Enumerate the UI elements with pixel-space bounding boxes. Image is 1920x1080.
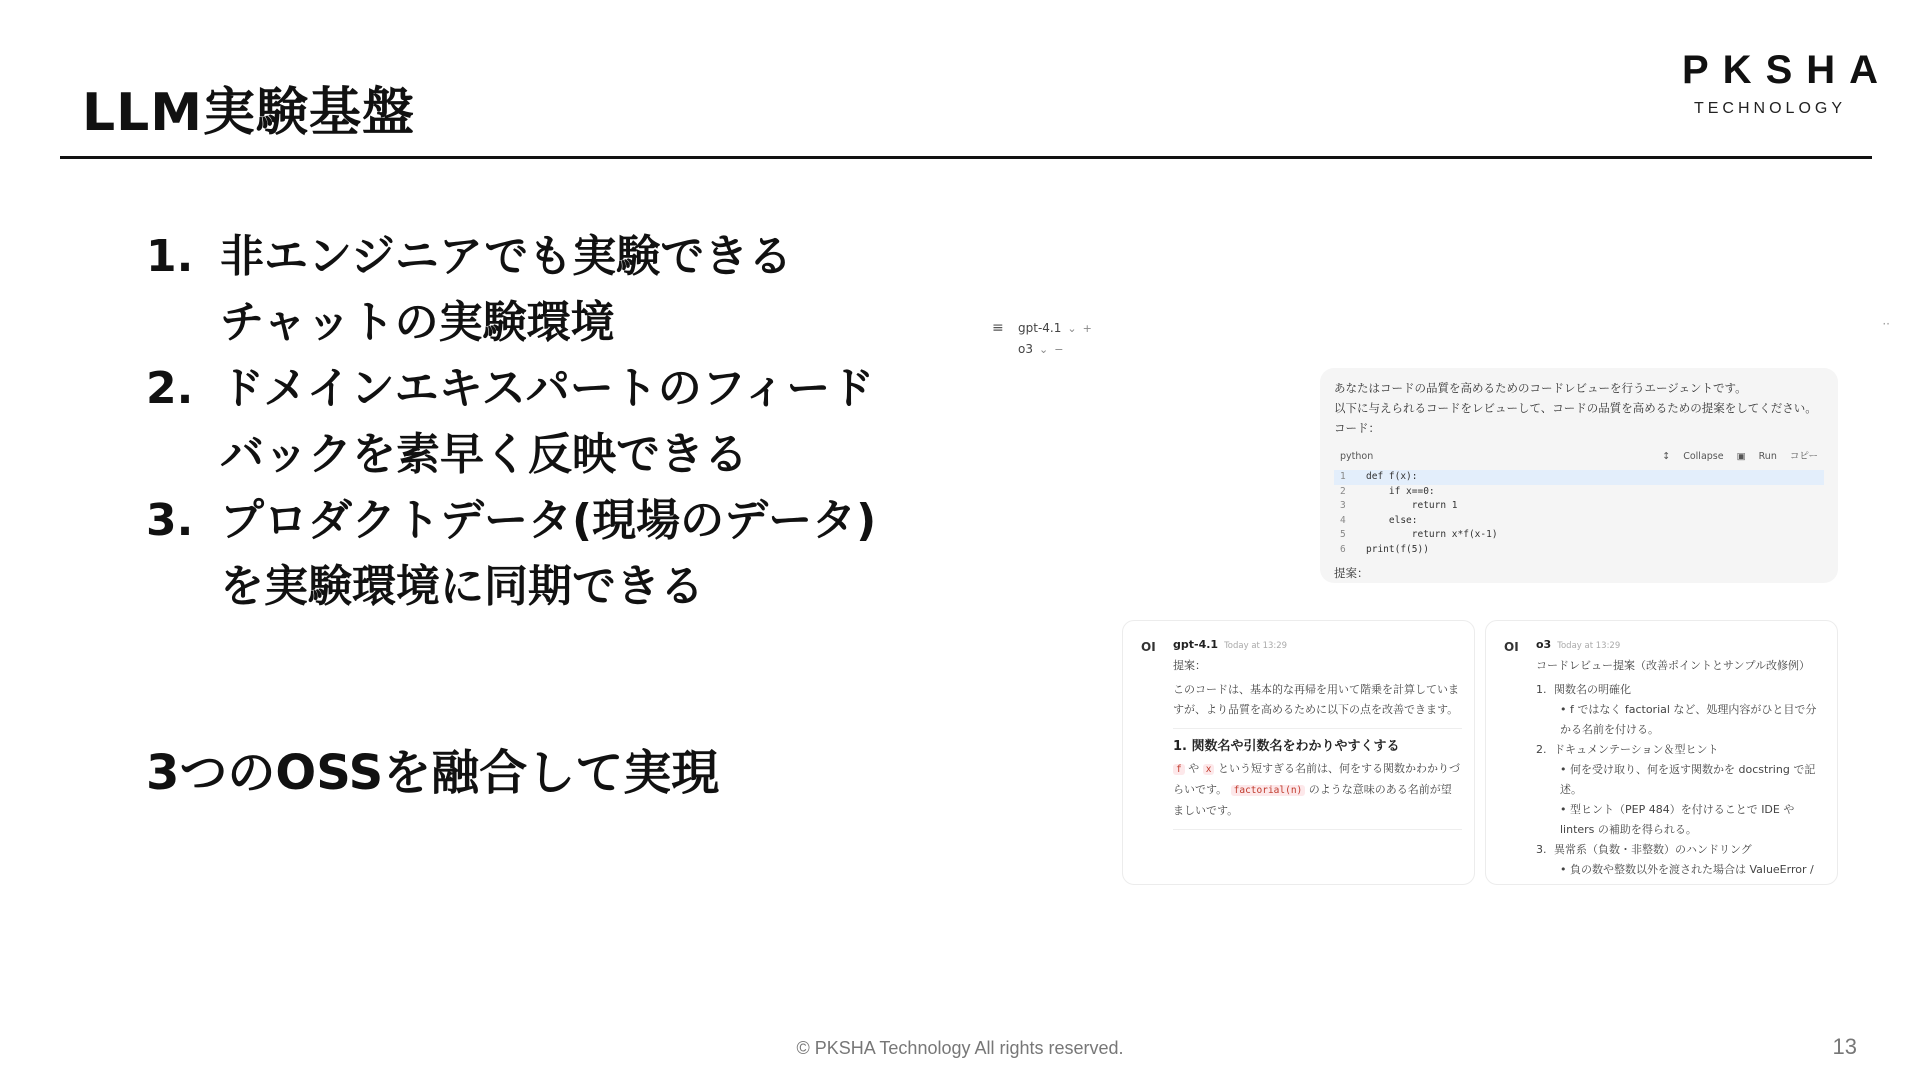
add-model-icon[interactable]: + <box>1082 322 1092 335</box>
feature-line: ドメインエキスパートのフィード <box>220 363 875 414</box>
code-line: 4 else: <box>1340 514 1418 526</box>
response-model-name: o3 <box>1536 638 1552 651</box>
page-number: 13 <box>1832 1034 1857 1059</box>
more-options-icon[interactable]: ·· <box>1882 317 1890 331</box>
list-subitem: • 型ヒント（PEP 484）を付けることで IDE や linters の補助を得られる。 <box>1560 803 1795 836</box>
feature-list <box>146 224 876 620</box>
divider <box>1173 829 1462 830</box>
inline-code: factorial(n) <box>1231 785 1306 796</box>
openai-icon: OI <box>1504 640 1519 654</box>
response-timestamp: Today at 13:29 <box>1224 641 1288 651</box>
feature-line: 非エンジニアでも実験できる <box>220 231 793 282</box>
list-item: 1. 関数名の明確化 <box>1536 683 1631 696</box>
chevron-down-icon[interactable]: ⌄ <box>1067 322 1077 335</box>
logo-sub-text: TECHNOLOGY <box>1693 100 1846 117</box>
feature-number: 2. <box>146 363 194 414</box>
menu-icon[interactable]: ≡ <box>992 320 1004 336</box>
summary-text: 3つのOSSを融合して実現 <box>146 745 720 801</box>
feature-line: バックを素早く反映できる <box>220 429 748 480</box>
response-card-o3 <box>1485 620 1838 885</box>
review-list <box>1536 680 1825 880</box>
openai-icon: OI <box>1141 640 1156 654</box>
model-selector <box>992 318 1092 360</box>
prompt-line: 以下に与えられるコードをレビューして、コードの品質を高めるための提案をしてください。 <box>1334 401 1817 415</box>
feature-text <box>220 488 876 620</box>
feature-number: 1. <box>146 231 194 282</box>
remove-model-icon[interactable]: − <box>1054 343 1064 356</box>
code-line: 2 if x==0: <box>1340 485 1435 497</box>
title-divider <box>60 156 1872 159</box>
prompt-line: あなたはコードの品質を高めるためのコードレビューを行うエージェントです。 <box>1334 381 1747 395</box>
response-card-gpt <box>1122 620 1475 885</box>
list-subitem: • 何を受け取り、何を返す関数かを docstring で記述。 <box>1560 763 1816 796</box>
collapse-button[interactable]: ↕ Collapse <box>1662 451 1724 462</box>
divider <box>1173 728 1462 729</box>
list-subitem: • 負の数や整数以外を渡された場合は ValueError / <box>1560 863 1814 876</box>
model-name[interactable]: o3 <box>1018 342 1033 356</box>
slide-title: LLM実験基盤 <box>82 83 416 143</box>
code-actions <box>1652 446 1818 468</box>
list-item: 3. 異常系（負数・非整数）のハンドリング <box>1536 843 1752 856</box>
prompt-line: コード： <box>1334 421 1380 435</box>
code-line: 5 return x*f(x-1) <box>1340 529 1498 540</box>
feature-number: 3. <box>146 495 194 546</box>
feature-text <box>220 356 874 488</box>
response-timestamp: Today at 13:29 <box>1557 641 1621 651</box>
copyright-footer: © PKSHA Technology All rights reserved. <box>796 1038 1124 1058</box>
logo-main-text: PKSHA <box>1682 48 1893 92</box>
response-heading: 提案： <box>1173 659 1206 672</box>
feature-line: チャットの実験環境 <box>220 297 615 348</box>
response-heading: コードレビュー提案（改善ポイントとサンプル改修例） <box>1536 659 1811 672</box>
code-line: 1 def f(x): <box>1334 470 1824 485</box>
inline-code: f <box>1173 764 1185 775</box>
company-logo <box>1668 48 1893 118</box>
code-header <box>1334 444 1824 470</box>
chat-ui-screenshot <box>990 315 1890 885</box>
code-block <box>1334 444 1824 557</box>
model-name[interactable]: gpt-4.1 <box>1018 321 1062 335</box>
run-button[interactable]: ▣ Run <box>1736 451 1777 462</box>
code-language: python <box>1340 451 1374 462</box>
response-model-name: gpt-4.1 <box>1173 638 1219 651</box>
list-item: 2. ドキュメンテーション＆型ヒント <box>1536 743 1719 756</box>
prompt-footer: 提案： <box>1334 566 1369 580</box>
feature-line: を実験環境に同期できる <box>220 561 704 612</box>
feature-line: プロダクトデータ(現場のデータ) <box>220 495 877 546</box>
feature-item <box>146 356 876 488</box>
feature-item <box>146 224 876 356</box>
copy-button[interactable]: コピー <box>1789 451 1818 462</box>
response-paragraph: f や x という短すぎる名前は、何をする関数かわかりづらいです。 factorial(n) のような意味のある名前が望ましいです。 <box>1173 762 1460 817</box>
code-line: 3 return 1 <box>1340 500 1458 511</box>
chevron-down-icon[interactable]: ⌄ <box>1038 343 1049 356</box>
code-line: 6 print(f(5)) <box>1340 543 1429 555</box>
list-subitem: • f ではなく factorial など、処理内容がひと目で分かる名前を付ける。 <box>1560 703 1817 736</box>
feature-text <box>220 224 792 356</box>
feature-item <box>146 488 876 620</box>
response-section-title: 1. 関数名や引数名をわかりやすくする <box>1173 739 1400 754</box>
inline-code: x <box>1203 764 1215 775</box>
response-paragraph: このコードは、基本的な再帰を用いて階乗を計算していますが、より品質を高めるために以下の点を改善できます。 <box>1173 683 1459 716</box>
user-prompt-bubble <box>1320 368 1838 583</box>
